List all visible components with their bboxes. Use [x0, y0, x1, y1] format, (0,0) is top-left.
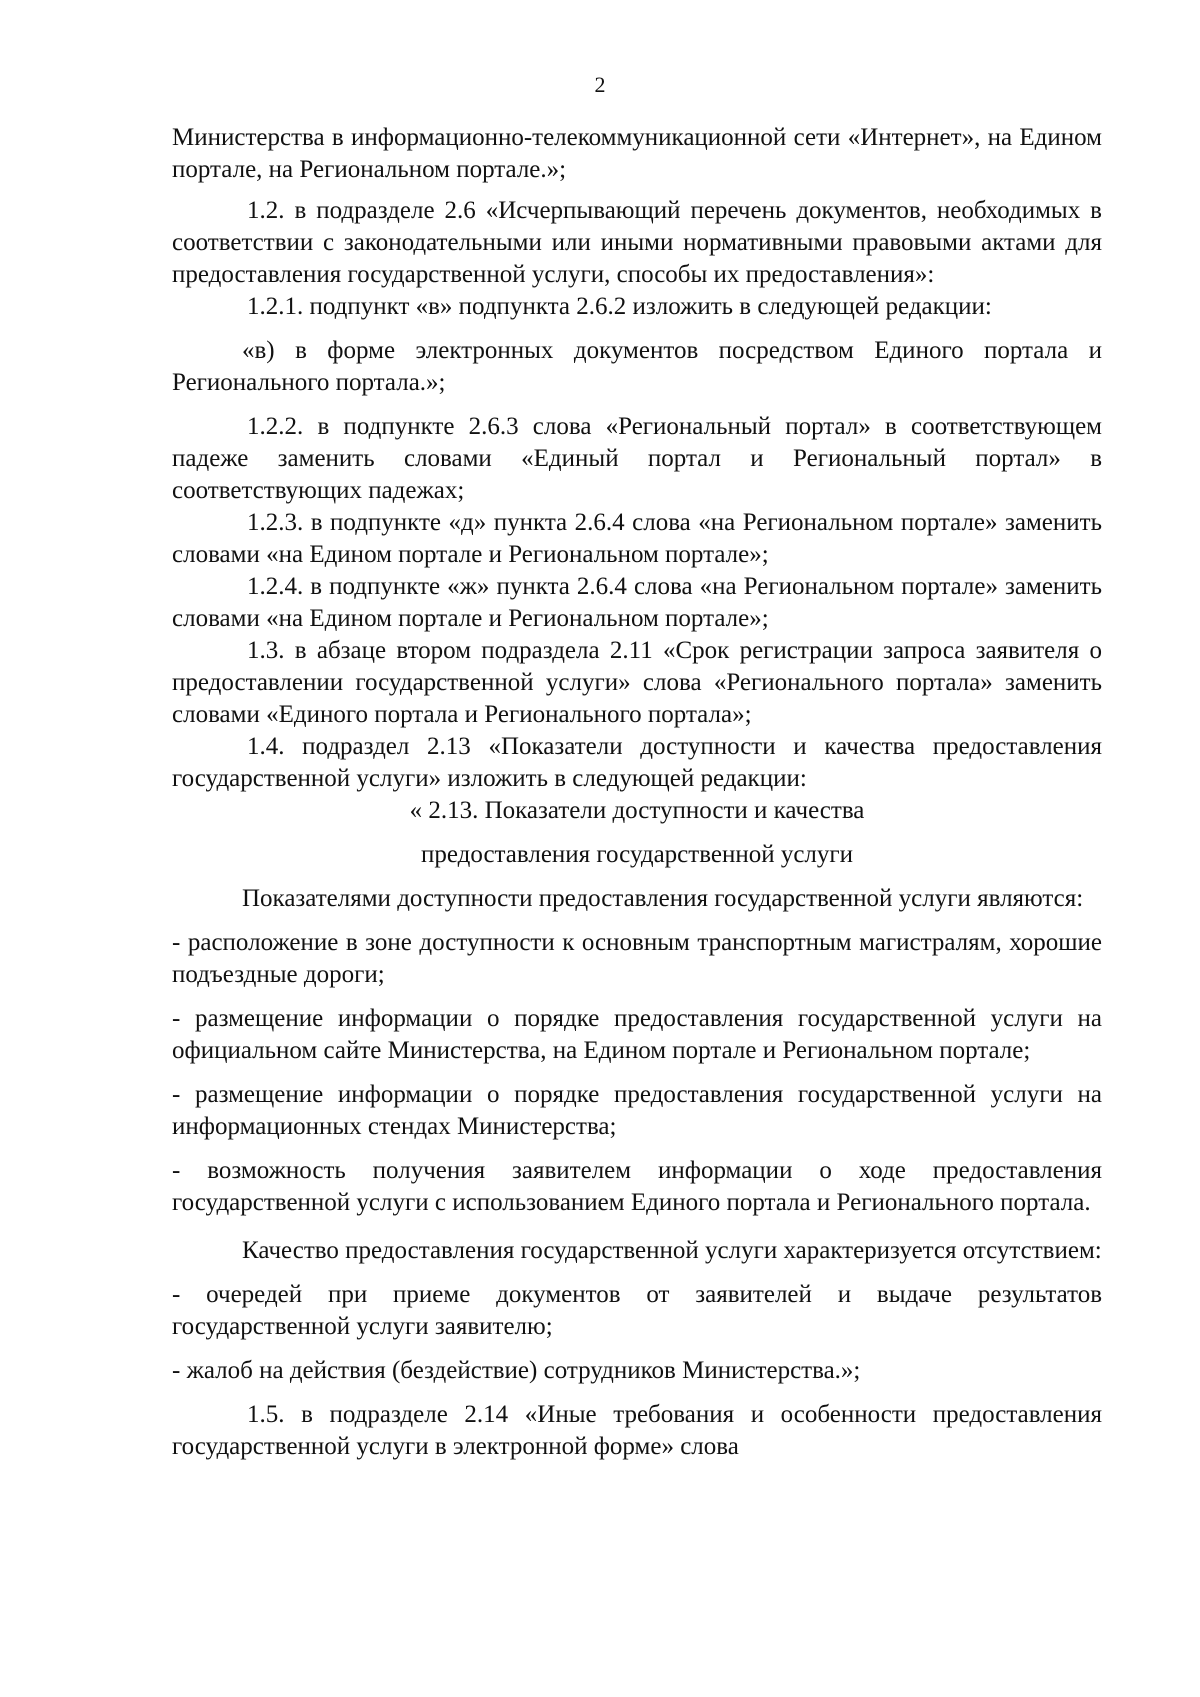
- document-body: [172, 122, 1102, 1463]
- paragraph: 1.5. в подразделе 2.14 «Иные требования и особенности предоставления государственной услуги в электронной форме» слова: [172, 1401, 1102, 1460]
- paragraph: 1.2. в подразделе 2.6 «Исчерпывающий перечень документов, необходимых в соответствии с законодательными или иными нормативными правовыми актами для предоставления государственной услуги, способы их предоставления»:: [172, 197, 1102, 288]
- section-heading: « 2.13. Показатели доступности и качества: [409, 797, 865, 824]
- paragraph: «в) в форме электронных документов посредством Единого портала и Регионального портала.»;: [172, 337, 1102, 396]
- list-item: - очередей при приеме документов от заявителей и выдаче результатов государственной услуги заявителю;: [172, 1281, 1102, 1340]
- list-item: - жалоб на действия (бездействие) сотрудников Министерства.»;: [172, 1357, 861, 1384]
- paragraph: 1.2.3. в подпункте «д» пункта 2.6.4 слова «на Региональном портале» заменить словами «на Едином портале и Региональном портале»;: [172, 509, 1102, 568]
- paragraph: 1.2.4. в подпункте «ж» пункта 2.6.4 слова «на Региональном портале» заменить словами «на Едином портале и Региональном портале»;: [172, 573, 1102, 632]
- list-item: - размещение информации о порядке предоставления государственной услуги на официальном сайте Министерства, на Едином портале и Региональном портале;: [172, 1005, 1102, 1064]
- paragraph: Министерства в информационно-телекоммуникационной сети «Интернет», на Едином портале, на Региональном портале.»;: [172, 124, 1102, 183]
- list-item: - размещение информации о порядке предоставления государственной услуги на информационных стендах Министерства;: [172, 1081, 1102, 1140]
- paragraph: 1.3. в абзаце втором подраздела 2.11 «Срок регистрации запроса заявителя о предоставлении государственной услуги» слова «Регионального портала» заменить словами «Единого портала и Регионального портала»;: [172, 637, 1102, 728]
- paragraph: Качество предоставления государственной услуги характеризуется отсутствием:: [242, 1237, 1102, 1264]
- paragraph: 1.2.1. подпункт «в» подпункта 2.6.2 изложить в следующей редакции:: [247, 293, 992, 320]
- paragraph: 1.2.2. в подпункте 2.6.3 слова «Региональный портал» в соответствующем падеже заменить словами «Единый портал и Региональный портал» в соответствующих падежах;: [172, 413, 1102, 504]
- paragraph: Показателями доступности предоставления государственной услуги являются:: [242, 885, 1084, 912]
- page-number: 2: [594, 72, 606, 97]
- list-item: - расположение в зоне доступности к основным транспортным магистралям, хорошие подъездные дороги;: [172, 929, 1102, 988]
- list-item: - возможность получения заявителем информации о ходе предоставления государственной услуги с использованием Единого портала и Регионального портала.: [172, 1157, 1102, 1216]
- section-heading: предоставления государственной услуги: [420, 841, 854, 868]
- paragraph: 1.4. подраздел 2.13 «Показатели доступности и качества предоставления государственной услуги» изложить в следующей редакции:: [172, 733, 1102, 792]
